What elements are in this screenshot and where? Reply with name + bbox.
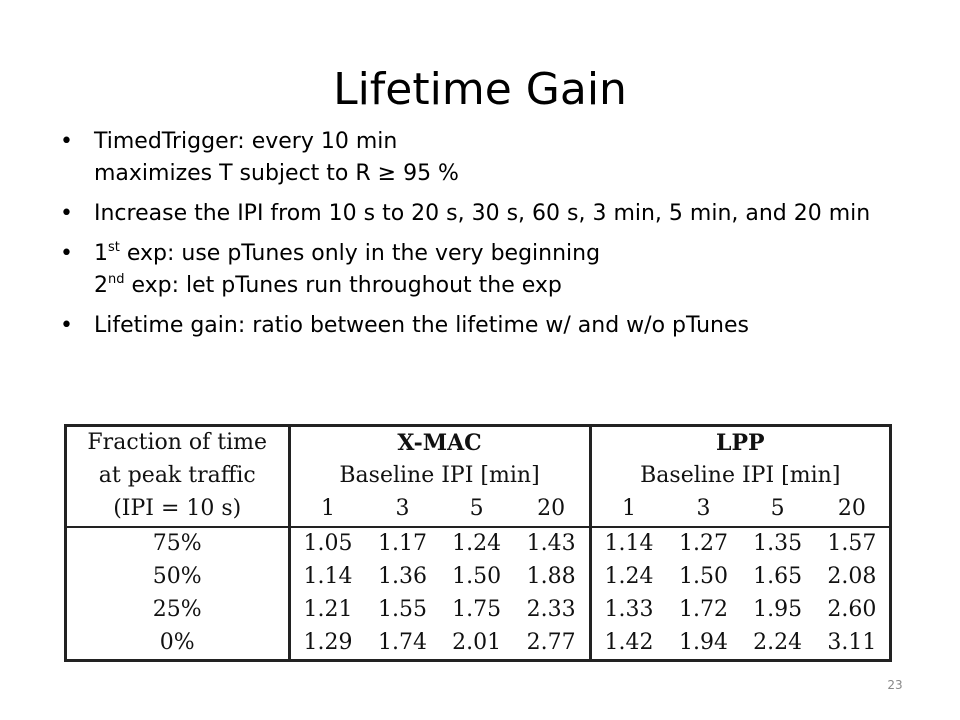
- group-header-lpp: LPP: [716, 430, 765, 457]
- ordinal-number: 2: [94, 273, 108, 298]
- bullet-dot-icon: •: [60, 313, 73, 338]
- xmac-cell: 1.75: [452, 596, 502, 622]
- xmac-cell: 2.33: [514, 593, 590, 626]
- xmac-cell: 1.05: [303, 531, 353, 557]
- subheader-lpp: Baseline IPI [min]: [640, 463, 841, 489]
- ipi-col-header: 20: [514, 493, 590, 527]
- bullet-timed-trigger: [60, 126, 920, 190]
- bullet-text: Lifetime gain: ratio between the lifetime w/ and w/o pTunes: [94, 313, 749, 338]
- group-header-xmac: X-MAC: [289, 427, 590, 460]
- slide-title: Lifetime Gain: [333, 64, 627, 115]
- lpp-cell: 1.72: [679, 596, 728, 622]
- fraction-cell: 50%: [67, 561, 289, 594]
- fraction-cell: 75%: [67, 527, 289, 561]
- lpp-cell: 2.60: [827, 596, 877, 622]
- header-row-2: [67, 460, 889, 493]
- ipi-col-header: 5: [440, 493, 514, 527]
- row-header-label: at peak traffic: [67, 460, 289, 493]
- xmac-cell: 1.36: [377, 563, 427, 589]
- bullet-increase-ipi: [60, 198, 920, 230]
- lpp-cell: 1.94: [679, 629, 728, 655]
- xmac-cell: 1.29: [303, 629, 353, 655]
- table-row: [67, 593, 889, 626]
- lpp-cell: 1.50: [679, 563, 728, 589]
- bullet-text: exp: use pTunes only in the very beginning: [119, 241, 601, 266]
- bullet-text: exp: let pTunes run throughout the exp: [124, 273, 562, 298]
- fraction-cell: 25%: [67, 593, 289, 626]
- ipi-col-header: 20: [815, 493, 889, 527]
- bullet-text: maximizes T subject to R ≥ 95 %: [94, 161, 459, 186]
- row-header-label: (IPI = 10 s): [67, 493, 289, 527]
- xmac-cell: 1.14: [303, 563, 353, 589]
- ipi-col-header: 1: [289, 493, 365, 527]
- ipi-col-header: 3: [666, 493, 740, 527]
- bullet-text: Increase the IPI from 10 s to 20 s, 30 s, 60 s, 3 min, 5 min, and 20 min: [94, 201, 871, 226]
- xmac-cell: 1.50: [452, 563, 502, 589]
- lpp-cell: 1.42: [604, 629, 654, 655]
- ordinal-suffix: nd: [108, 272, 125, 287]
- xmac-cell: 2.77: [514, 626, 590, 659]
- lpp-cell: 1.57: [827, 531, 877, 557]
- bullet-dot-icon: •: [60, 201, 73, 226]
- row-header-label: Fraction of time: [67, 427, 289, 460]
- table-row: [67, 561, 889, 594]
- header-row-3: [67, 493, 889, 527]
- subheader-xmac: Baseline IPI [min]: [289, 460, 590, 493]
- xmac-cell: 1.24: [452, 531, 502, 557]
- lpp-cell: 2.24: [753, 629, 803, 655]
- xmac-cell: 1.43: [514, 527, 590, 561]
- xmac-cell: 1.55: [377, 596, 427, 622]
- gain-table: [67, 427, 889, 659]
- xmac-cell: 1.17: [377, 531, 427, 557]
- bullet-experiments: [60, 238, 920, 302]
- bullet-dot-icon: •: [60, 241, 73, 266]
- ipi-col-header: 1: [590, 493, 666, 527]
- lpp-cell: 1.33: [604, 596, 654, 622]
- bullet-text: TimedTrigger: every 10 min: [94, 129, 398, 154]
- ipi-col-header: 3: [365, 493, 439, 527]
- lpp-cell: 2.08: [827, 563, 877, 589]
- table-row: [67, 626, 889, 659]
- table-row: [67, 527, 889, 561]
- lpp-cell: 1.65: [753, 563, 803, 589]
- bullet-dot-icon: •: [60, 129, 73, 154]
- xmac-cell: 1.21: [303, 596, 353, 622]
- bullet-lifetime-gain: [60, 310, 920, 342]
- lpp-cell: 1.14: [604, 531, 654, 557]
- lifetime-gain-table: [64, 424, 892, 662]
- ipi-col-header: 5: [741, 493, 815, 527]
- ordinal-suffix: st: [108, 240, 120, 255]
- bullet-list: [60, 126, 920, 350]
- lpp-cell: 1.35: [753, 531, 803, 557]
- xmac-cell: 2.01: [452, 629, 502, 655]
- ordinal-number: 1: [94, 241, 108, 266]
- xmac-cell: 1.74: [377, 629, 427, 655]
- bullet-text-first-exp: [94, 238, 920, 270]
- lpp-cell: 1.24: [604, 563, 654, 589]
- xmac-cell: 1.88: [514, 561, 590, 594]
- bullet-text-second-exp: [94, 270, 920, 302]
- lpp-cell: 3.11: [827, 629, 877, 655]
- lpp-cell: 1.27: [679, 531, 728, 557]
- fraction-cell: 0%: [67, 626, 289, 659]
- header-row-1: [67, 427, 889, 460]
- lpp-cell: 1.95: [753, 596, 803, 622]
- page-number: 23: [887, 678, 903, 692]
